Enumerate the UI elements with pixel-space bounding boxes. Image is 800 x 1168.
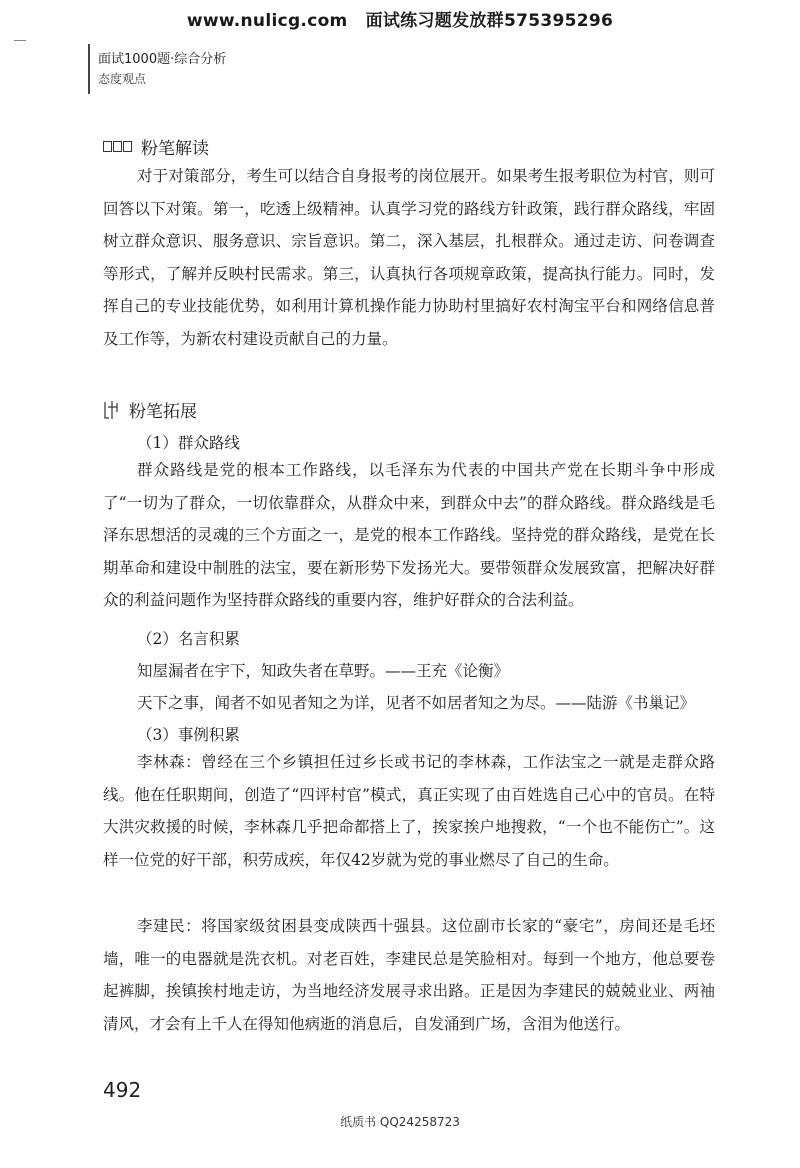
case-li-jianmin: 李建民：将国家级贫困县变成陕西十强县。这位副市长家的“豪宅”，房间还是毛坯墙，唯一的电器就是洗衣机。对老百姓，李建民总是笑脸相对。每到一个地方，他总要卷起裤脚，挨镇挨村地走访，为当地经济发展寻求出路。正是因为李建民的兢兢业业、两袖清风，才会有上千人在得知他病逝的消息后，自发涌到广场，含泪为他送行。 — [103, 917, 715, 1033]
header-bar — [88, 44, 90, 94]
corner-mark — [14, 40, 26, 41]
watermark — [0, 6, 800, 31]
running-header-title: 面试1000题·综合分析 — [98, 52, 227, 67]
chalk-interpret-icon — [103, 140, 133, 154]
watermark-group: 面试练习题发放群575395296 — [365, 11, 614, 31]
section-heading-interpretation — [103, 134, 209, 159]
case-li-linsen: 李林森：曾经在三个乡镇担任过乡长或书记的李林森，工作法宝之一就是走群众路线。他在任职期间，创造了“四评村官”模式，真正实现了由百姓选自己心中的官员。在特大洪灾救援的时候，李林森几乎把命都搭上了，挨家挨户地搜救，“一个也不能伤亡”。这样一位党的好干部，积劳成疾，年仅42岁就为党的事业燃尽了自己的生命。 — [103, 753, 715, 869]
quote-lunheng: 知屋漏者在宇下，知政失者在草野。——王充《论衡》 — [137, 662, 510, 680]
interpretation-paragraph: 对于对策部分，考生可以结合自身报考的岗位展开。如果考生报考职位为村官，则可回答以下对策。第一，吃透上级精神。认真学习党的路线方针政策，践行群众路线，牢固树立群众意识、服务意识、宗旨意识。第二，深入基层，扎根群众。通过走访、问卷调查等形式，了解并反映村民需求。第三，认真执行各项规章政策，提高执行能力。同时，发挥自己的专业技能优势，如利用计算机操作能力协助村里搞好农村淘宝平台和网络信息普及工作等，为新农村建设贡献自己的力量。 — [103, 167, 715, 348]
running-header-subtitle: 态度观点 — [98, 72, 147, 86]
section-heading-expansion — [103, 397, 197, 422]
watermark-site: www.nulicg.com — [186, 11, 348, 31]
section-heading-text: 粉笔解读 — [141, 139, 209, 159]
mass-line-paragraph: 群众路线是党的根本工作路线，以毛泽东为代表的中国共产党在长期斗争中形成了“一切为了群众，一切依靠群众，从群众中来，到群众中去”的群众路线。群众路线是毛泽东思想活的灵魂的三个方面之一，是党的根本工作路线。坚持党的群众路线，是党在长期革命和建设中制胜的法宝，要在新形势下发扬光大。要带领群众发展致富，把解决好群众的利益问题作为坚持群众路线的重要内容，维护好群众的合法利益。 — [103, 461, 715, 609]
page-number: 492 — [103, 1078, 142, 1102]
item-label-mass-line: （1）群众路线 — [137, 434, 240, 452]
quote-shuchaoji: 天下之事，闻者不如见者知之为详，见者不如居者知之为尽。——陆游《书巢记》 — [137, 694, 696, 712]
section-heading-text: 粉笔拓展 — [129, 402, 197, 422]
chalk-expand-icon — [103, 400, 121, 420]
item-label-cases: （3）事例积累 — [137, 726, 240, 744]
footer-note: 纸质书 QQ24258723 — [340, 1115, 460, 1129]
item-label-quotes: （2）名言积累 — [137, 630, 240, 648]
